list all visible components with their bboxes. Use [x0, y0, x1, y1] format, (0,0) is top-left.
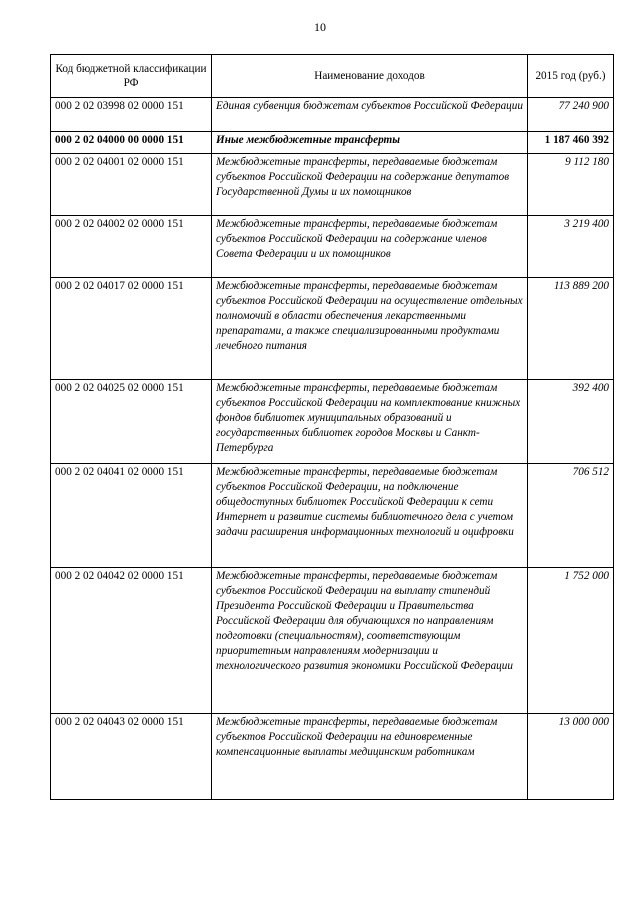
row-name: Межбюджетные трансферты, передаваемые бюджетам субъектов Российской Федерации, на подключение общедоступных библиотек Российской Федерации к сети Интернет и развитие системы библиотечного дела с учетом задачи расширения информационных технологий и оцифровки — [212, 464, 528, 568]
row-name: Межбюджетные трансферты, передаваемые бюджетам субъектов Российской Федерации на осуществление отдельных полномочий в области обеспечения лекарственными препаратами, а также специализированными продуктами лечебного питания — [212, 278, 528, 380]
row-amount: 1 752 000 — [528, 568, 614, 714]
table-row — [51, 568, 614, 714]
row-amount: 1 187 460 392 — [528, 132, 614, 154]
row-code: 000 2 02 04001 02 0000 151 — [51, 154, 212, 216]
header-amount: 2015 год (руб.) — [528, 55, 614, 98]
table-row — [51, 154, 614, 216]
table-row — [51, 380, 614, 464]
row-code: 000 2 02 03998 02 0000 151 — [51, 98, 212, 132]
row-amount: 113 889 200 — [528, 278, 614, 380]
revenue-table — [50, 54, 614, 800]
row-amount: 706 512 — [528, 464, 614, 568]
row-code: 000 2 02 04017 02 0000 151 — [51, 278, 212, 380]
row-amount: 77 240 900 — [528, 98, 614, 132]
row-name: Межбюджетные трансферты, передаваемые бюджетам субъектов Российской Федерации на единовременные компенсационные выплаты медицинским работникам — [212, 714, 528, 800]
table-row — [51, 132, 614, 154]
page-number: 10 — [314, 20, 326, 34]
row-name: Межбюджетные трансферты, передаваемые бюджетам субъектов Российской Федерации на содержание членов Совета Федерации и их помощников — [212, 216, 528, 278]
row-code: 000 2 02 04041 02 0000 151 — [51, 464, 212, 568]
row-code: 000 2 02 04043 02 0000 151 — [51, 714, 212, 800]
row-code: 000 2 02 04042 02 0000 151 — [51, 568, 212, 714]
table-row — [51, 278, 614, 380]
table-row — [51, 464, 614, 568]
table-header-row — [51, 55, 614, 98]
header-name: Наименование доходов — [212, 55, 528, 98]
table-row — [51, 216, 614, 278]
row-name: Межбюджетные трансферты, передаваемые бюджетам субъектов Российской Федерации на комплектование книжных фондов библиотек муниципальных образований и государственных библиотек городов Москвы и Санкт-Петербурга — [212, 380, 528, 464]
row-name: Межбюджетные трансферты, передаваемые бюджетам субъектов Российской Федерации на содержание депутатов Государственной Думы и их помощников — [212, 154, 528, 216]
row-name: Иные межбюджетные трансферты — [212, 132, 528, 154]
row-name: Межбюджетные трансферты, передаваемые бюджетам субъектов Российской Федерации на выплату стипендий Президента Российской Федерации и Правительства Российской Федерации для обучающихся по направлениям подготовки (специальностям), соответствующим приоритетным направлениям модернизации и технологического развития экономики Российской Федерации — [212, 568, 528, 714]
table-row — [51, 714, 614, 800]
row-amount: 3 219 400 — [528, 216, 614, 278]
row-amount: 9 112 180 — [528, 154, 614, 216]
table-row — [51, 98, 614, 132]
row-amount: 13 000 000 — [528, 714, 614, 800]
row-name: Единая субвенция бюджетам субъектов Российской Федерации — [212, 98, 528, 132]
row-code: 000 2 02 04000 00 0000 151 — [51, 132, 212, 154]
row-code: 000 2 02 04002 02 0000 151 — [51, 216, 212, 278]
row-amount: 392 400 — [528, 380, 614, 464]
header-code: Код бюджетной классификации РФ — [51, 55, 212, 98]
row-code: 000 2 02 04025 02 0000 151 — [51, 380, 212, 464]
